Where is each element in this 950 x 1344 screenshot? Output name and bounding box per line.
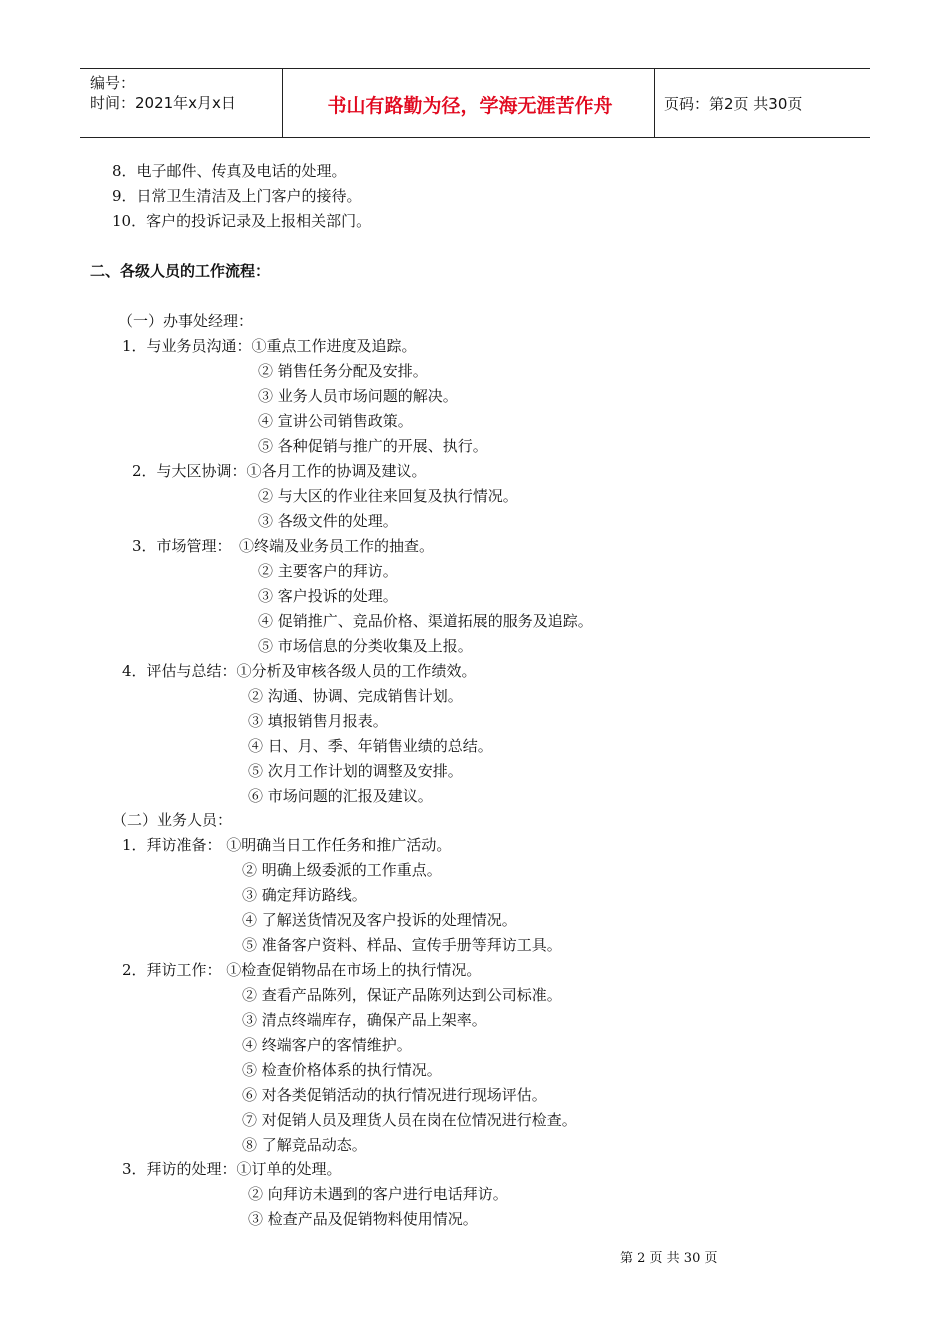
list-item: ② 销售任务分配及安排。 bbox=[258, 362, 428, 380]
header-divider bbox=[654, 69, 655, 137]
list-item: ④ 终端客户的客情维护。 bbox=[242, 1036, 412, 1054]
list-item: ③ 清点终端库存，确保产品上架率。 bbox=[242, 1011, 487, 1029]
page-indicator: 页码：第2页 共30页 bbox=[664, 95, 803, 113]
list-item: ③ 填报销售月报表。 bbox=[248, 712, 388, 730]
subsection-heading: （二）业务人员： bbox=[112, 811, 233, 829]
list-item: ⑥ 市场问题的汇报及建议。 bbox=[248, 787, 433, 805]
list-item: 9．日常卫生清洁及上门客户的接待。 bbox=[112, 187, 362, 205]
document-date: 时间：2021年x月x日 bbox=[90, 94, 236, 112]
document-number-label: 编号： bbox=[90, 74, 136, 92]
list-item: 3．市场管理： ①终端及业务员工作的抽查。 bbox=[132, 537, 435, 555]
header-divider bbox=[282, 69, 283, 137]
list-item: ③ 客户投诉的处理。 bbox=[258, 587, 398, 605]
list-item: 3．拜访的处理：①订单的处理。 bbox=[122, 1160, 342, 1178]
list-item: ⑤ 检查价格体系的执行情况。 bbox=[242, 1061, 442, 1079]
list-item: ② 查看产品陈列，保证产品陈列达到公司标准。 bbox=[242, 986, 562, 1004]
page-footer: 第 2 页 共 30 页 bbox=[620, 1251, 718, 1266]
list-item: 8．电子邮件、传真及电话的处理。 bbox=[112, 162, 347, 180]
list-item: ⑤ 各种促销与推广的开展、执行。 bbox=[258, 437, 488, 455]
page-header bbox=[80, 68, 870, 138]
list-item: ④ 了解送货情况及客户投诉的处理情况。 bbox=[242, 911, 517, 929]
section-heading: 二、各级人员的工作流程： bbox=[90, 262, 271, 280]
list-item: ③ 各级文件的处理。 bbox=[258, 512, 398, 530]
list-item: ⑤ 准备客户资料、样品、宣传手册等拜访工具。 bbox=[242, 936, 562, 954]
list-item: 2．拜访工作： ①检查促销物品在市场上的执行情况。 bbox=[122, 961, 482, 979]
list-item: ③ 业务人员市场问题的解决。 bbox=[258, 387, 458, 405]
list-item: ④ 宣讲公司销售政策。 bbox=[258, 412, 413, 430]
list-item: 1．拜访准备： ①明确当日工作任务和推广活动。 bbox=[122, 836, 452, 854]
subsection-heading: （一）办事处经理： bbox=[118, 312, 254, 330]
list-item: ④ 促销推广、竞品价格、渠道拓展的服务及追踪。 bbox=[258, 612, 593, 630]
list-item: ② 明确上级委派的工作重点。 bbox=[242, 861, 442, 879]
list-item: ② 主要客户的拜访。 bbox=[258, 562, 398, 580]
list-item: ③ 检查产品及促销物料使用情况。 bbox=[248, 1210, 478, 1228]
list-item: ⑤ 次月工作计划的调整及安排。 bbox=[248, 762, 463, 780]
list-item: ② 向拜访未遇到的客户进行电话拜访。 bbox=[248, 1185, 508, 1203]
list-item: ⑤ 市场信息的分类收集及上报。 bbox=[258, 637, 473, 655]
list-item: ② 与大区的作业往来回复及执行情况。 bbox=[258, 487, 518, 505]
list-item: 4．评估与总结：①分析及审核各级人员的工作绩效。 bbox=[122, 662, 477, 680]
list-item: ② 沟通、协调、完成销售计划。 bbox=[248, 687, 463, 705]
list-item: 10．客户的投诉记录及上报相关部门。 bbox=[112, 212, 372, 230]
list-item: ⑥ 对各类促销活动的执行情况进行现场评估。 bbox=[242, 1086, 547, 1104]
list-item: ⑦ 对促销人员及理货人员在岗在位情况进行检查。 bbox=[242, 1111, 577, 1129]
header-motto: 书山有路勤为径，学海无涯苦作舟 bbox=[327, 95, 613, 117]
list-item: ④ 日、月、季、年销售业绩的总结。 bbox=[248, 737, 493, 755]
list-item: 2．与大区协调：①各月工作的协调及建议。 bbox=[132, 462, 427, 480]
list-item: 1．与业务员沟通：①重点工作进度及追踪。 bbox=[122, 337, 417, 355]
list-item: ⑧ 了解竞品动态。 bbox=[242, 1136, 367, 1154]
list-item: ③ 确定拜访路线。 bbox=[242, 886, 367, 904]
